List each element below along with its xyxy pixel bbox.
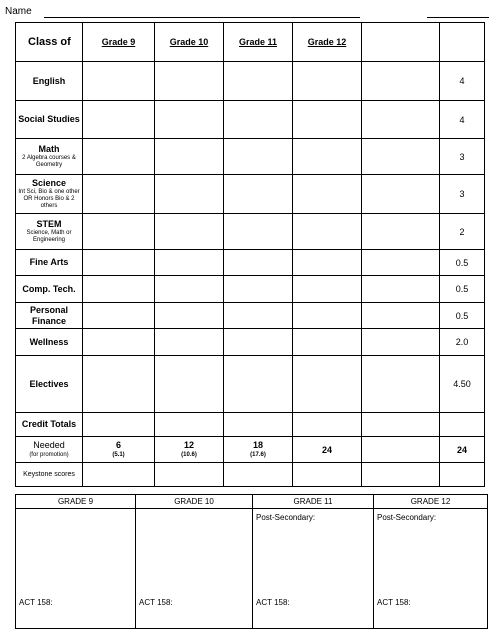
grade-cell[interactable] [83,303,155,329]
subject-name: Science [31,178,67,188]
grade-cell[interactable] [83,175,155,214]
subject-name: Fine Arts [29,257,69,267]
grade-cell[interactable] [224,139,293,175]
grade-cell[interactable] [293,139,362,175]
grade-cell[interactable] [293,413,362,437]
grade-cell[interactable] [83,356,155,413]
grade-cell[interactable] [155,329,224,356]
grade-cell[interactable] [293,329,362,356]
grade-cell[interactable] [83,413,155,437]
grade-10-header: Grade 10 [155,23,224,62]
grade-cell[interactable] [362,250,440,276]
grade-cell[interactable] [362,214,440,250]
bottom-header-row [16,495,488,509]
grade-cell[interactable] [155,250,224,276]
needed-text: Needed [33,439,65,450]
grade-cell[interactable] [293,276,362,303]
post-secondary-label: Post-Secondary: [256,513,316,522]
grade-cell[interactable] [155,62,224,101]
subject-name: Electives [29,378,69,389]
grade-cell[interactable] [293,175,362,214]
grade-cell[interactable] [155,303,224,329]
grade-11-header: Grade 11 [224,23,293,62]
bottom-grade-9-header: GRADE 9 [16,495,136,509]
subject-label [16,62,83,101]
grade-cell[interactable] [293,62,362,101]
keystone-row [16,463,485,487]
needed-grade-10 [155,437,224,463]
grade-cell[interactable] [83,329,155,356]
subject-note: Science, Math or Engineering [26,230,72,243]
blank-header-cell [362,23,440,62]
grade-9-notes[interactable] [16,509,136,629]
subject-label [16,276,83,303]
required-credits: 4 [440,62,485,101]
grade-cell[interactable] [362,356,440,413]
needed-grade-9 [83,437,155,463]
grade-cell[interactable] [224,250,293,276]
required-credits: 2 [440,214,485,250]
grade-cell[interactable] [155,139,224,175]
subject-name: STEM [36,219,62,229]
grade-cell[interactable] [83,250,155,276]
grade-cell[interactable] [155,175,224,214]
grade-cell[interactable] [83,276,155,303]
grade-cell[interactable] [362,463,440,487]
subject-label [16,356,83,413]
subject-row-science [16,175,485,214]
needed-grade-11 [224,437,293,463]
subject-row-personal-finance [16,303,485,329]
needed-row [16,437,485,463]
subject-name: Wellness [29,336,69,347]
subject-label [16,175,83,214]
grade-cell[interactable] [224,276,293,303]
needed-label [16,437,83,463]
grade-cell[interactable] [224,101,293,139]
needed-value: 12 [183,439,194,450]
subject-row-english [16,62,485,101]
grade-cell [362,437,440,463]
bottom-grade-12-header: GRADE 12 [374,495,488,509]
subject-name: Personal Finance [29,304,69,326]
act-label: ACT 158: [19,598,53,607]
bottom-grade-10-header: GRADE 10 [136,495,253,509]
name-input-line[interactable] [44,17,360,18]
subject-name: English [32,75,66,86]
required-credits: 0.5 [440,250,485,276]
grade-cell[interactable] [83,62,155,101]
subject-row-wellness [16,329,485,356]
needed-total: 24 [440,437,485,463]
required-credits: 3 [440,175,485,214]
date-input-line[interactable] [427,17,489,18]
grade-cell[interactable] [83,101,155,139]
grade-cell[interactable] [224,413,293,437]
grade-cell[interactable] [293,214,362,250]
grade-9-header: Grade 9 [83,23,155,62]
grade-cell[interactable] [155,413,224,437]
grade-cell[interactable] [83,463,155,487]
grade-cell[interactable] [155,463,224,487]
subject-name: Credit Totals [21,419,77,429]
bottom-grade-11-header: GRADE 11 [253,495,374,509]
credit-grid [15,22,485,487]
required-credits: 0.5 [440,303,485,329]
grade-cell[interactable] [362,175,440,214]
grade-cell[interactable] [224,463,293,487]
class-of-label: Class of [16,23,83,62]
required-credits: 2.0 [440,329,485,356]
grade-12-header: Grade 12 [293,23,362,62]
grade-cell[interactable] [362,101,440,139]
post-secondary-grid [15,494,488,629]
subject-name: Social Studies [18,114,80,124]
name-row [5,6,495,20]
subject-label [16,303,83,329]
grade-cell[interactable] [155,276,224,303]
subject-row-comp-tech [16,276,485,303]
grade-cell[interactable] [224,356,293,413]
subject-label [16,329,83,356]
subject-row-social-studies [16,101,485,139]
credits-header-cell [440,23,485,62]
grade-cell[interactable] [224,175,293,214]
required-credits: 3 [440,139,485,175]
needed-sublabel: (for promotion) [29,451,69,458]
grade-cell[interactable] [440,463,485,487]
subject-row-math [16,139,485,175]
grade-cell[interactable] [155,214,224,250]
credit-totals-label [16,413,83,437]
subject-label [16,214,83,250]
grade-cell[interactable] [293,356,362,413]
grade-cell[interactable] [362,303,440,329]
post-secondary-label: Post-Secondary: [377,513,437,522]
act-label: ACT 158: [377,598,411,607]
subject-row-stem [16,214,485,250]
name-label: Name [5,6,32,17]
grade-cell[interactable] [83,139,155,175]
grade-cell[interactable] [155,101,224,139]
bottom-content-row [16,509,488,629]
act-label: ACT 158: [256,598,290,607]
grade-cell[interactable] [224,214,293,250]
grade-cell[interactable] [362,413,440,437]
subject-name: Comp. Tech. [22,283,76,294]
subject-note: 2 Algebra courses & Geometry [22,155,76,168]
grade-cell[interactable] [362,139,440,175]
subject-label [16,250,83,276]
needed-subvalue: (10.6) [181,451,197,458]
subject-name: Math [38,144,60,154]
needed-value: 6 [115,439,121,450]
act-label: ACT 158: [139,598,173,607]
total-cell[interactable] [440,413,485,437]
grade-cell[interactable] [362,62,440,101]
subject-label [16,101,83,139]
subject-label [16,139,83,175]
required-credits: 0.5 [440,276,485,303]
required-credits: 4.50 [440,356,485,413]
needed-subvalue: (17.6) [250,451,266,458]
needed-subvalue: (5.1) [112,451,125,458]
grade-cell[interactable] [293,463,362,487]
keystone-label: Keystone scores [16,463,83,487]
subject-note: Int Sci, Bio & one other OR Honors Bio & 2 others [18,189,80,209]
credit-totals-row [16,413,485,437]
subject-row-electives [16,356,485,413]
header-row [16,23,485,62]
grade-cell[interactable] [293,250,362,276]
grade-cell[interactable] [362,329,440,356]
grade-11-notes[interactable] [253,509,374,629]
needed-value: 18 [252,439,263,450]
grade-cell[interactable] [362,276,440,303]
grade-cell[interactable] [155,356,224,413]
grade-cell[interactable] [293,101,362,139]
subject-row-fine-arts [16,250,485,276]
grade-10-notes[interactable] [136,509,253,629]
grade-cell[interactable] [224,329,293,356]
required-credits: 4 [440,101,485,139]
needed-value: 24 [321,444,332,455]
grade-cell[interactable] [83,214,155,250]
grade-cell[interactable] [293,303,362,329]
grade-cell[interactable] [224,62,293,101]
grade-cell[interactable] [224,303,293,329]
grade-12-notes[interactable] [374,509,488,629]
needed-grade-12 [293,437,362,463]
